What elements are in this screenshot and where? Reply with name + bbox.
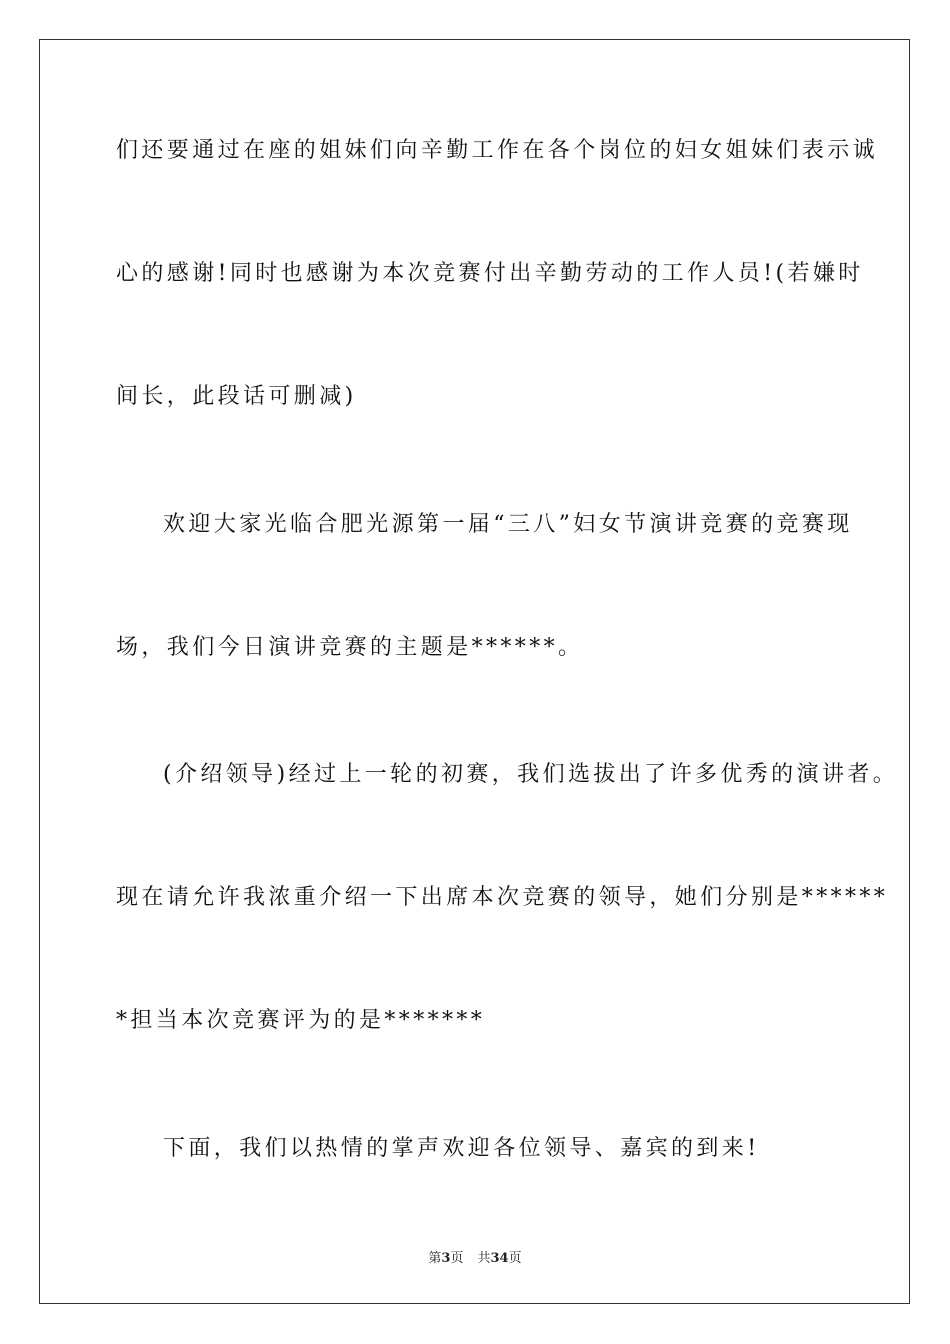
text-line-3: 间长，此段话可删减): [116, 384, 357, 409]
footer-page-suffix: 页: [450, 1251, 464, 1266]
text-line-6: (介绍领导)经过上一轮的初赛，我们选拔出了许多优秀的演讲者。: [163, 762, 899, 787]
footer-total-pages: 34: [490, 1251, 509, 1266]
text-line-5: 场，我们今日演讲竞赛的主题是******。: [116, 635, 584, 660]
page-border: [39, 39, 910, 1304]
footer-page-prefix: 第: [428, 1251, 442, 1266]
text-line-7: 现在请允许我浓重介绍一下出席本次竞赛的领导，她们分别是******: [116, 885, 889, 910]
footer-total-prefix: 共: [477, 1251, 491, 1266]
text-line-4: 欢迎大家光临合肥光源第一届“三八”妇女节演讲竞赛的竞赛现: [163, 512, 853, 537]
page-footer: [0, 1247, 950, 1266]
text-line-2: 心的感谢!同时也感谢为本次竞赛付出辛勤劳动的工作人员!(若嫌时: [116, 261, 864, 286]
footer-page-number: 3: [441, 1251, 451, 1266]
text-line-1: 们还要通过在座的姐妹们向辛勤工作在各个岗位的妇女姐妹们表示诚: [116, 138, 879, 163]
text-line-9: 下面，我们以热情的掌声欢迎各位领导、嘉宾的到来!: [163, 1136, 760, 1161]
text-line-8: *担当本次竞赛评为的是*******: [116, 1008, 486, 1033]
footer-total-suffix: 页: [508, 1251, 522, 1266]
